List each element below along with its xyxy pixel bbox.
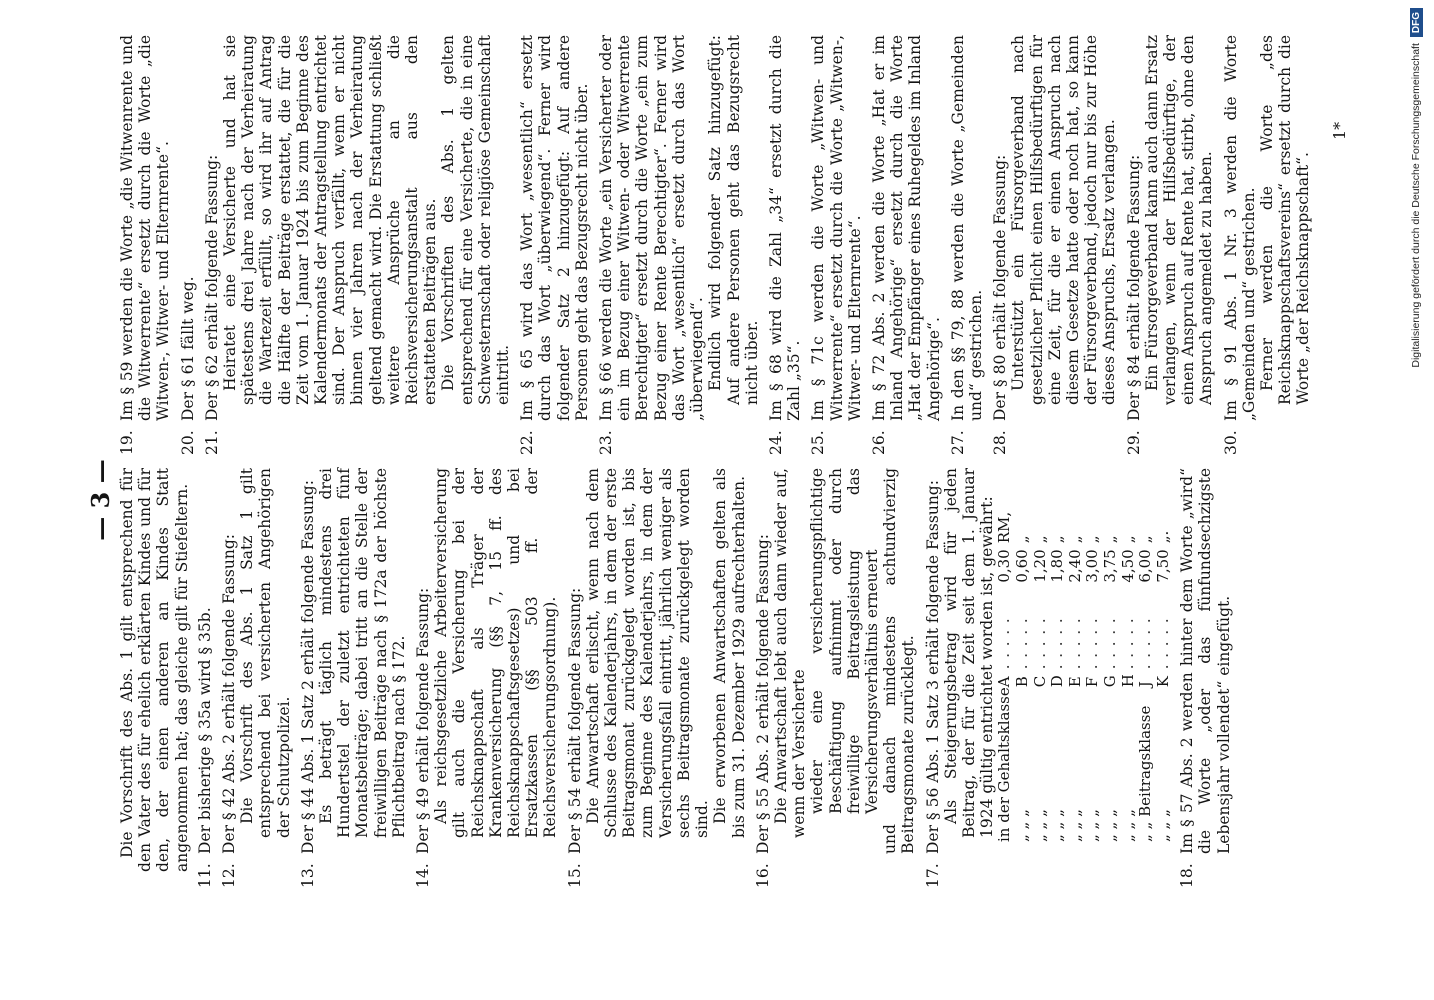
item-number: 19.	[118, 430, 136, 455]
item-number: 23.	[597, 430, 616, 455]
tariff-unit: „.	[1153, 530, 1172, 544]
item-text: Der § 49 erhält folgende Fassung:	[414, 587, 433, 854]
item-text: Der bisherige § 35a wird § 35b.	[195, 607, 214, 854]
item-number: 16.	[753, 863, 772, 888]
tariff-value: 7,50	[1153, 549, 1172, 583]
item-subtext: Als reichsgesetzliche Arbeiterversicherung gilt auch die Versicherung bei der Reichsknappschaft als Träger der Krankenversicherung (§§ 7, 15 ff. des Reichsknappschaftsgesetzes) und bei Ersatzkassen (§§ 503 ff. der Reichsversicherungsordnung).	[432, 468, 560, 838]
tariff-unit: „	[1136, 535, 1155, 544]
item-27	[949, 35, 985, 455]
item-subtext: Die Vorschrift des Abs. 1 Satz 1 gilt entsprechend bei versicherten Angehörigen der Schutzpolizei.	[238, 468, 293, 838]
right-column	[118, 35, 1319, 455]
item-number: 26.	[869, 430, 888, 455]
item-number: 13.	[298, 863, 317, 888]
sidebar-credit-text: Digitalisierung gefördert durch die Deutsche Forschungsgemeinschaft	[1410, 43, 1422, 368]
sidebar-credit	[1402, 0, 1430, 1000]
item-subtext: Als Steigerungsbetrag wird für jeden Beitrag, der für die Zeit seit dem 1. Januar 1924 gültig entrichtet worden ist, gewährt:	[941, 468, 997, 838]
tariff-unit: „	[1118, 535, 1137, 544]
tariff-leader: . . . . .	[1083, 617, 1102, 670]
item-23	[597, 35, 761, 455]
tariff-table	[996, 468, 1172, 854]
item-12	[220, 468, 293, 888]
tariff-class: B	[1012, 676, 1031, 688]
tariff-class: G	[1100, 675, 1119, 688]
tariff-value: 0,60	[1012, 549, 1031, 583]
item-number: 27.	[948, 430, 967, 455]
tariff-class: H	[1118, 674, 1137, 688]
item-subtext: Die Anwartschaft lebt auch dann wieder auf, wenn der Versicherte	[771, 468, 809, 838]
tariff-label: „ „ „	[1030, 809, 1049, 842]
item-text: Der § 80 erhält folgende Fassung:	[991, 154, 1010, 421]
tariff-label: „ „ „	[1100, 809, 1119, 842]
item-number: 11.	[195, 863, 214, 888]
item-number: 18.	[1178, 863, 1197, 888]
tariff-leader: . . . . .	[1012, 617, 1031, 670]
item-number: 14.	[414, 863, 433, 888]
tariff-unit: „	[1083, 535, 1102, 544]
tariff-leader: . . . . .	[1048, 617, 1067, 670]
tariff-row	[1155, 468, 1173, 854]
item-14	[414, 468, 560, 888]
item-text: Im § 57 Abs. 2 werden hinter dem Worte „wird“ die Worte „oder das fünfundsechzigste Lebensjahr vollendet“ eingefügt.	[1178, 468, 1233, 854]
tariff-row	[1137, 468, 1155, 854]
tariff-value: 6,00	[1136, 549, 1155, 583]
item-subtext: Ferner werden die Worte „des Reichsknappschaftsvereins“ ersetzt durch die Worte „der Reichsknappschaft“.	[1257, 35, 1313, 405]
item-25	[809, 35, 864, 455]
tariff-class: E	[1065, 676, 1084, 688]
page-header: — 3 —	[86, 459, 115, 541]
tariff-row	[1120, 468, 1138, 854]
dfg-logo: DFG	[1410, 8, 1423, 37]
item-number: 25.	[809, 430, 828, 455]
tariff-value: 3,00	[1083, 549, 1102, 583]
tariff-row	[1067, 468, 1085, 854]
tariff-unit: „	[1030, 535, 1049, 544]
item-subtext: Ein Fürsorgeverband kann auch dann Ersatz verlangen, wenn der Hilfsbedürftige, der einen Anspruch auf Rente hat, stirbt, ohne den Anspruch angemeldet zu haben.	[1142, 35, 1216, 405]
tariff-unit: RM,	[995, 511, 1014, 544]
digitization-sidebar	[1402, 0, 1430, 1000]
page-signature-mark: 1*	[1330, 121, 1349, 140]
item-number: 29.	[1124, 430, 1143, 455]
item-15	[566, 468, 748, 888]
item-19	[118, 35, 173, 455]
tariff-row	[1032, 468, 1050, 854]
tariff-row	[1084, 468, 1102, 854]
tariff-label: „ „ „	[1065, 809, 1084, 842]
tariff-leader: . . . . .	[995, 617, 1014, 670]
tariff-value: 3,75	[1100, 549, 1119, 583]
item-18	[1178, 468, 1233, 888]
tariff-class: F	[1083, 676, 1102, 688]
tariff-label: „ „ „	[1083, 809, 1102, 842]
item-subtext: Es beträgt täglich mindestens drei Hundertstel der zuletzt entrichteten fünf Monatsbeiträge; dabei tritt an die Stelle der freiwilligen Beiträge nach § 172a der höchste Pflichtbeitrag nach § 172.	[317, 468, 408, 838]
tariff-class: K	[1153, 676, 1172, 688]
item-text: Im § 65 wird das Wort „wesentlich“ ersetzt durch das Wort „überwiegend“. Ferner wird folgender Satz 2 hinzugefügt: Auf andere Personen geht das Bezugsrecht nicht über.	[518, 35, 591, 421]
tariff-leader: . . . . .	[1118, 617, 1137, 670]
item-21	[203, 35, 512, 455]
item-24	[767, 35, 803, 455]
tariff-row	[1049, 468, 1067, 854]
item-subtext: Unterstützt ein Fürsorgeverband nach gesetzlicher Pflicht einen Hilfsbedürftigen für eine Zeit, für die er einen Anspruch nach diesem Gesetze hatte oder noch hat, so kann der Fürsorgeverband, jedoch nur bis zur Höhe dieses Anspruchs, Ersatz verlangen.	[1009, 35, 1119, 405]
item-number: 28.	[991, 430, 1010, 455]
item-20	[179, 35, 197, 455]
item-subtext: Die Anwartschaft erlischt, wenn nach dem Schlusse des Kalenderjahrs, in dem der erste Beitragsmonat zurückgelegt worden ist, bis zum Beginne des Kalenderjahrs, in dem der Versicherungsfall eintritt, jährlich weniger als sechs Beitragsmonate zurückgelegt worden sind.	[583, 468, 712, 838]
item-subtext: Heiratet eine Versicherte und hat sie spätestens drei Jahre nach der Verheiratung die Wartezeit erfüllt, so wird ihr auf Antrag die Hälfte der Beiträge erstattet, die für die Zeit vom 1. Januar 1924 bis zum Beginne des Kalendermonats der Antragstellung entrichtet sind. Der Anspruch verfällt, wenn er nicht binnen vier Jahren nach der Verheiratung geltend gemacht wird. Die Erstattung schließt weitere Ansprüche an die Reichsversicherungsanstalt aus den erstatteten Beiträgen aus.	[221, 35, 440, 405]
tariff-leader: . . . . .	[1065, 617, 1084, 670]
item-text: Im § 59 werden die Worte „die Witwenrente und die Witwerrente“ ersetzt durch die Worte „die Witwen-, Witwer- und Elternrente“.	[118, 35, 173, 421]
tariff-label: „ „ „	[1048, 809, 1067, 842]
item-text: Im § 71c werden die Worte „Witwen- und Witwerrente“ ersetzt durch die Worte „Witwen-, Witwer- und Elternrente“.	[809, 35, 864, 421]
tariff-label: „ „ „	[1012, 809, 1031, 842]
item-16	[754, 468, 918, 888]
item-text: In den §§ 79, 88 werden die Worte „Gemeinden und“ gestrichen.	[948, 35, 985, 421]
item-tail-text: und danach mindestens achtundvierzig Beitragsmonate zurücklegt.	[881, 468, 918, 854]
tariff-class: A	[995, 676, 1014, 688]
item-text: Der § 42 Abs. 2 erhält folgende Fassung:	[220, 534, 239, 854]
item-text: Der § 62 erhält folgende Fassung:	[202, 154, 221, 421]
tariff-label: „ „ „	[1153, 809, 1172, 842]
tariff-class: J	[1136, 681, 1155, 688]
item-text: Im § 72 Abs. 2 werden die Worte „Hat er im Inland Angehörige“ ersetzt durch die Worte „Hat der Empfänger eines Ruhegeldes im Inland Angehörige“.	[869, 35, 943, 421]
tariff-value: 0,30	[995, 549, 1014, 583]
tariff-unit: „	[1100, 535, 1119, 544]
item-subtext-2: Die erworbenen Anwartschaften gelten als bis zum 31. Dezember 1929 aufrechterhalten.	[711, 468, 748, 838]
item-13	[299, 468, 408, 888]
item-text: Der § 44 Abs. 1 Satz 2 erhält folgende Fassung:	[298, 480, 317, 854]
tariff-label: „ „ Beitragsklasse	[1136, 705, 1155, 842]
item-22	[518, 35, 591, 455]
tariff-unit: „	[1012, 535, 1031, 544]
item-text: Der § 61 fällt weg.	[178, 276, 197, 421]
tariff-label: „ „ „	[1118, 809, 1137, 842]
tariff-value: 1,20	[1030, 549, 1049, 583]
item-11	[196, 468, 214, 888]
item-inset-text: wieder eine versicherungspflichtige Beschäftigung aufnimmt oder durch freiwillige Beitragsleistung das Versicherungsverhältnis erneuert	[808, 468, 881, 814]
item-28	[991, 35, 1118, 455]
tariff-value: 1,80	[1048, 549, 1067, 583]
item-number: 12.	[220, 863, 239, 888]
tariff-class: C	[1030, 675, 1049, 688]
tariff-value: 4,50	[1118, 549, 1137, 583]
item-text: Der § 84 erhält folgende Fassung:	[1124, 154, 1143, 421]
item-number: 15.	[565, 863, 584, 888]
item-text: Der § 55 Abs. 2 erhält folgende Fassung:	[753, 534, 772, 854]
tariff-unit: „	[1048, 535, 1067, 544]
item-text: Der § 54 erhält folgende Fassung:	[565, 587, 584, 854]
item-text: Im § 66 werden die Worte „ein Versicherter oder ein im Bezug einer Witwen- oder Witwerrente Berechtigter“ ersetzt durch die Worte „ein zum Bezug einer Rente Berechtigter“. Ferner wird das Wort „wesentlich“ ersetzt durch das Wort „überwiegend“.	[597, 35, 707, 421]
tariff-label: in der Gehaltsklasse	[995, 687, 1014, 842]
item-30	[1222, 35, 1313, 455]
tariff-leader: . . . . .	[1100, 617, 1119, 670]
tariff-leader: . . . . .	[1030, 617, 1049, 670]
intro-paragraph: Die Vorschrift des Abs. 1 gilt entsprechend für den Vater des für ehelich erklärten Kindes und für den, der einen anderen an Kindes Statt angenommen hat; das gleiche gilt für Stiefeltern.	[118, 468, 191, 872]
left-column	[118, 468, 1239, 888]
item-number: 24.	[766, 430, 785, 455]
tariff-leader: . . . . .	[1136, 617, 1155, 670]
item-text: Im § 91 Abs. 1 Nr. 3 werden die Worte „Gemeinden und“ gestrichen.	[1221, 35, 1258, 421]
tariff-row	[996, 468, 1014, 854]
item-number: 20.	[178, 430, 197, 455]
tariff-row	[1014, 468, 1032, 854]
item-26	[870, 35, 943, 455]
tariff-value: 2,40	[1065, 549, 1084, 583]
item-17	[924, 468, 1173, 888]
tariff-leader: . . . . .	[1153, 617, 1172, 670]
item-subtext-2: Die Vorschriften des Abs. 1 gelten entsprechend für eine Versicherte, die in eine Schwesternschaft oder religiöse Gemeinschaft eintritt.	[439, 35, 513, 405]
item-number: 30.	[1221, 430, 1240, 455]
tariff-unit: „	[1065, 535, 1084, 544]
item-subtext: Endlich wird folgender Satz hinzugefügt: Auf andere Personen geht das Bezugsrecht nicht über.	[706, 35, 761, 405]
item-text: Der § 56 Abs. 1 Satz 3 erhält folgende Fassung:	[923, 480, 942, 854]
item-number: 17.	[923, 863, 942, 888]
tariff-class: D	[1048, 675, 1067, 688]
tariff-row	[1102, 468, 1120, 854]
item-text: Im § 68 wird die Zahl „34“ ersetzt durch die Zahl „35“.	[766, 35, 804, 421]
item-29	[1125, 35, 1216, 455]
item-number: 22.	[518, 430, 537, 455]
item-number: 21.	[202, 430, 221, 455]
